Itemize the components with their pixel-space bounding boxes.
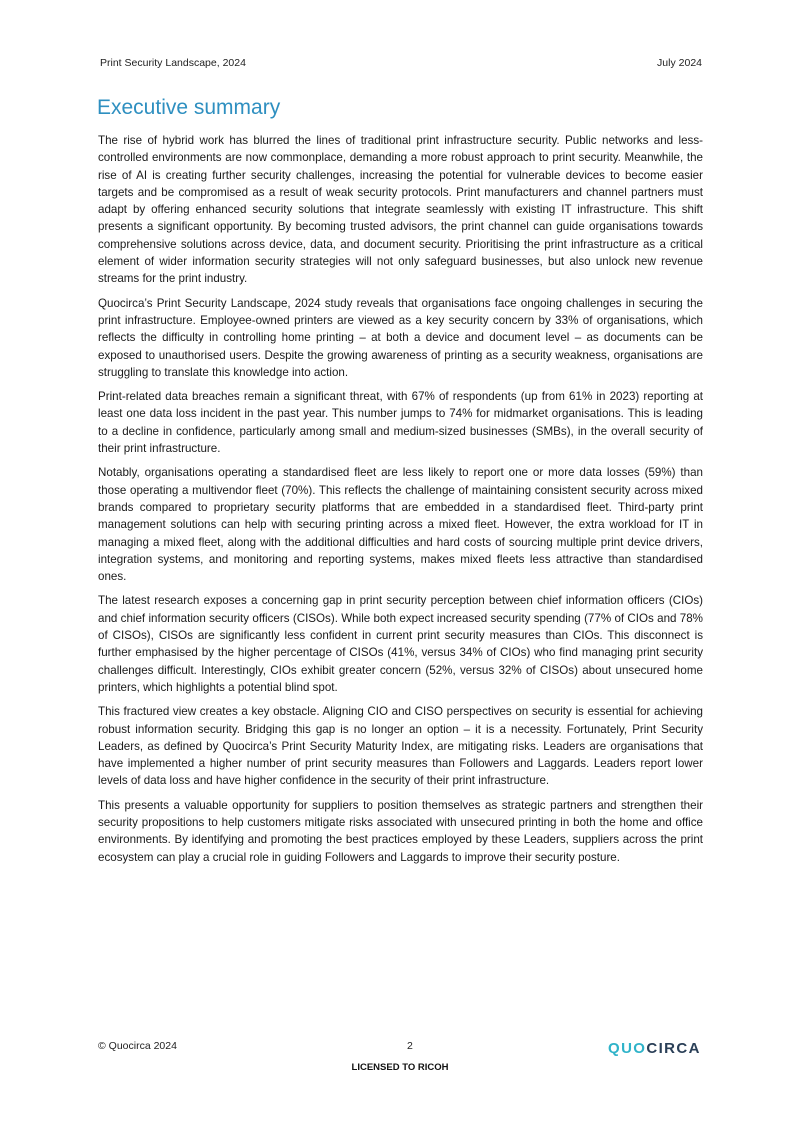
footer-copyright: © Quocirca 2024 [98, 1040, 177, 1052]
header-report-title: Print Security Landscape, 2024 [100, 57, 246, 69]
paragraph-3: Print-related data breaches remain a significant threat, with 67% of respondents (up from 61% in 2023) reporting at least one data loss incident in the past year. This number jumps to 74% for midmarket organisations. This is leading to a decline in confidence, particularly among small and medium-sized businesses (SMBs), in the overall security of their print infrastructure. [98, 390, 703, 456]
footer-page-number: 2 [407, 1040, 413, 1052]
paragraph-2: Quocirca’s Print Security Landscape, 2024 study reveals that organisations face ongoing challenges in securing the print infrastructure. Employee-owned printers are viewed as a key security concern by 33% of organisations, which reflects the difficulty in controlling home printing – at both a device and document level – as documents can be exposed to unauthorised users. Despite the growing awareness of printing as a security weakness, organisations are struggling to translate this knowledge into action. [98, 296, 703, 379]
paragraph-5: The latest research exposes a concerning gap in print security perception between chief information officers (CIOs) and chief information security officers (CISOs). While both expect increased security spending (77% of CIOs and 78% of CISOs), CISOs are significantly less confident in current print security measures than CIOs. This disconnect is further emphasised by the higher percentage of CISOs (41%, versus 34% of CIOs) who find managing print security challenges difficult. Interestingly, CIOs exhibit greater concern (52%, versus 32% of CISOs) about unsecured home printers, which highlights a potential blind spot. [98, 594, 703, 694]
paragraph-4: Notably, organisations operating a standardised fleet are less likely to report one or more data losses (59%) than those operating a multivendor fleet (70%). This reflects the challenge of maintaining consistent security across mixed brands compared to proprietary security platforms that are embedded in a standardised fleet. Third-party print management solutions can help with securing printing across a mixed fleet. However, the extra workload for IT in managing a mixed fleet, along with the additional difficulties and hard costs of sourcing multiple print device drivers, integration systems, and monitoring and reporting systems, makes mixed fleets less attractive than standardised ones. [98, 466, 703, 584]
header-date: July 2024 [657, 57, 702, 69]
summary-body [98, 132, 703, 873]
footer-license: LICENSED TO RICOH [351, 1062, 449, 1073]
quocirca-logo [608, 1040, 701, 1057]
paragraph-6: This fractured view creates a key obstacle. Aligning CIO and CISO perspectives on security is essential for achieving robust information security. Bridging this gap is no longer an option – it is a necessity. Fortunately, Print Security Leaders, as defined by Quocirca’s Print Security Maturity Index, are mitigating risks. Leaders are organisations that have implemented a higher number of print security measures than Followers and Laggards. Leaders report lower levels of data loss and have higher confidence in the security of their print infrastructure. [98, 705, 703, 788]
section-title: Executive summary [97, 96, 281, 119]
logo-part-quo: QUO [608, 1040, 647, 1057]
logo-part-circa: CIRCA [646, 1040, 701, 1057]
paragraph-1: The rise of hybrid work has blurred the lines of traditional print infrastructure security. Public networks and less-controlled environments are now commonplace, demanding a more robust approach to print security. Meanwhile, the rise of AI is creating further security challenges, increasing the potential for vulnerable devices to become easier targets and be compromised as a result of weak security protocols. Print manufacturers and channel partners must adapt by offering enhanced security solutions that integrate seamlessly with existing IT infrastructure. This shift presents a significant opportunity. By becoming trusted advisors, the print channel can guide organisations towards comprehensive solutions across device, data, and document security. Prioritising the print infrastructure as a critical element of wider information security strategies will not only safeguard businesses, but also unlock new revenue streams for the print industry. [98, 134, 703, 286]
paragraph-7: This presents a valuable opportunity for suppliers to position themselves as strategic partners and strengthen their security propositions to help customers mitigate risks associated with unsecured printing in both the home and office environments. By identifying and promoting the best practices employed by these Leaders, suppliers across the print ecosystem can play a crucial role in guiding Followers and Laggards to improve their security posture. [98, 798, 703, 864]
